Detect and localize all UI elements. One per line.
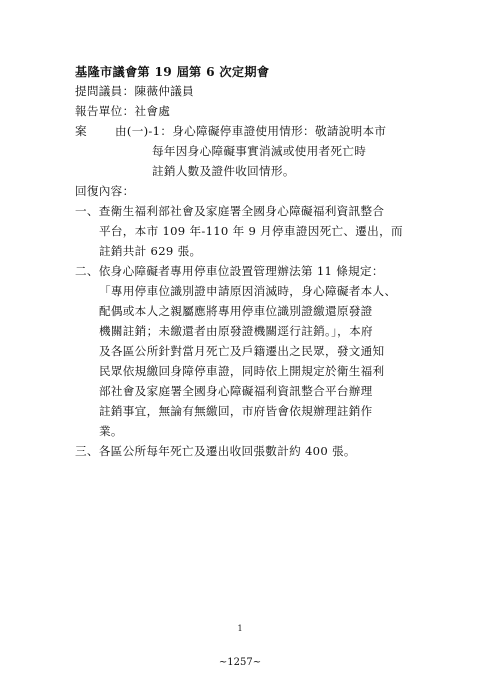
reporting-unit-line: 報告單位：社會處 — [75, 104, 171, 118]
reply-item-line: 註銷共計 629 張。 — [99, 244, 202, 258]
case-line: 註銷人數及證件收回情形。 — [152, 164, 295, 178]
reply-item-line: 一、查衛生福利部社會及家庭署全國身心障礙福利資訊整合 — [75, 204, 385, 218]
questioner-line: 提問議員：陳薇仲議員 — [75, 84, 194, 98]
reply-item-line: 配偶或本人之親屬應將專用停車位識別證繳還原發證 — [99, 304, 373, 318]
folio-number: ~1257~ — [218, 657, 262, 668]
reply-item-line: 註銷事宜，無論有無繳回，市府皆會依規辦理註銷作 — [99, 404, 373, 418]
case-line: 每年因身心障礙事實消滅或使用者死亡時 — [152, 144, 367, 158]
reply-item-line: 及各區公所針對當月死亡及戶籍遷出之民眾，發文通知 — [99, 344, 385, 358]
reply-heading: 回復內容： — [75, 184, 135, 198]
reply-item-line: 民眾依規繳回身障停車證，同時依上開規定於衛生福利 — [99, 364, 385, 378]
reply-item-line: 業。 — [99, 424, 123, 438]
reply-item-line: 二、依身心障礙者專用停車位設置管理辦法第 11 條規定： — [75, 264, 384, 278]
case-label: 案 — [75, 124, 87, 138]
reply-item-line: 機關註銷；未繳還者由原發證機關逕行註銷。」，本府 — [99, 324, 373, 338]
case-line: 由(一)-1：身心障礙停車證使用情形：敬請說明本市 — [115, 124, 387, 138]
reply-item-line: 平台，本市 109 年-110 年 9 月停車證因死亡、遷出，而 — [99, 224, 403, 238]
page-number: 1 — [237, 624, 243, 633]
session-title: 基隆市議會第 19 屆第 6 次定期會 — [75, 65, 270, 79]
reply-item-line: 三、各區公所每年死亡及遷出收回張數計約 400 張。 — [75, 444, 356, 458]
reply-item-line: 部社會及家庭署全國身心障礙福利資訊整合平台辦理 — [99, 384, 373, 398]
reply-item-line: 「專用停車位識別證申請原因消滅時，身心障礙者本人、 — [99, 284, 397, 298]
